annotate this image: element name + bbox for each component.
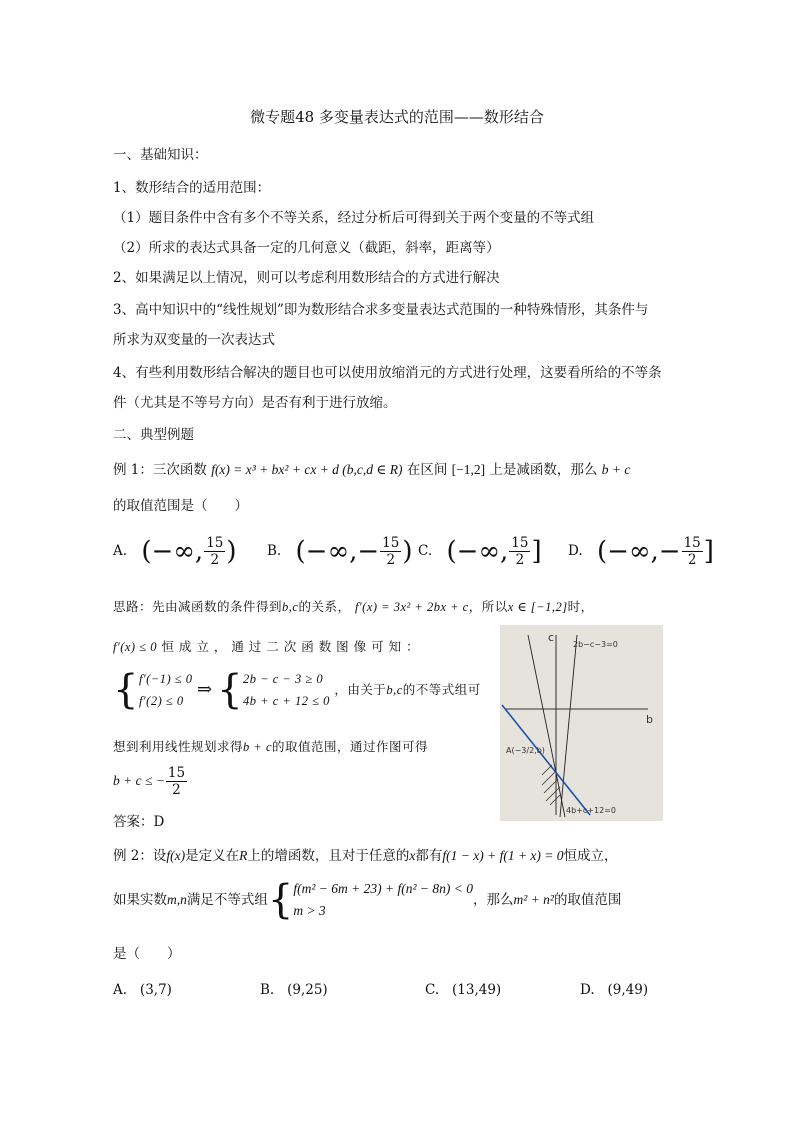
interval: [−1,2] [451,462,486,477]
solution-idea-line-1: 思路：先由减函数的条件得到b,c的关系， f′(x) = 3x² + 2bx + c，所以x ∈ [−1,2]时， [113,599,594,614]
basic-item-4: 2、如果满足以上情况，则可以考虑利用数形结合的方式进行解决 [113,270,500,286]
section-heading-basic: 一、基础知识： [113,147,208,163]
basic-item-6: 所求为双变量的一次表达式 [113,332,275,348]
option-d: D. (−∞,− $\frac{15}{2}$ ] [568,535,714,568]
answer-1: 答案：D [113,814,165,830]
ex2-option-d: D. (9,49) [580,982,649,998]
option-b: B. (−∞,− $\frac{15}{2}$ ) [267,535,413,568]
line-1-label: 2b−c−3=0 [573,640,618,649]
basic-item-1: 1、数形结合的适用范围： [113,180,271,196]
left-brace-2: { [217,667,244,713]
basic-item-3: （2）所求的表达式具备一定的几何意义（截距，斜率，距离等） [113,240,500,256]
basic-item-2: （1）题目条件中含有多个不等关系，经过分析后可得到关于两个变量的不等式组 [113,210,595,226]
solution-idea-line-2: f′(x) ≤ 0 恒 成 立 ， 通 过 二 次 函 数 图 像 可 知 ： [113,639,420,654]
ex2-option-b: B. (9,25) [260,982,328,998]
example-2-question: 是（ ） [113,946,181,962]
page-title: 微专题48 多变量表达式的范围——数形结合 [250,108,544,126]
cubic-function: f(x) = x³ + bx² + cx + d (b,c,d ∈ R) [211,462,403,477]
c-axis-label: c [548,631,555,644]
basic-item-8: 件（尤其是不等号方向）是否有利于进行放缩。 [113,395,397,411]
example-2-statement: 例 2：设f(x)是定义在R上的增函数，且对于任意的x都有f(1 − x) + f(1 + x) = 0恒成立， [113,848,618,864]
solution-result: b + c ≤ − $\frac{15}{2}$ [113,765,186,798]
point-a-label: A(−3/2,b) [506,746,545,755]
left-brace-3: { [267,877,294,923]
inequality-system: {f′(−1) ≤ 0 f′(2) ≤ 0 ⇒ {2b − c − 3 ≥ 0 4b + c + 12 ≤ 0 ，由关于b,c的不等式组可 [113,667,481,713]
basic-item-5: 3、高中知识中的“线性规划”即为数形结合求多变量表达式范围的一种特殊情形，其条件与 [113,302,649,318]
example-1-statement: 例 1：三次函数 f(x) = x³ + bx² + cx + d (b,c,d ∈ R) 在区间 [−1,2] 上是减函数，那么 b + c [113,462,631,478]
b-axis-label: b [646,713,653,726]
linear-programming-graph [500,625,663,821]
example-1-question: 的取值范围是（ ） [113,498,248,514]
handdrawn-graph-photo [500,625,663,821]
example-2-conditions: 如果实数m,n满足不等式组{f(m² − 6m + 23) + f(n² − 8n) < 0 m > 3，那么m² + n²的取值范围 [113,877,622,923]
left-brace: { [113,667,139,713]
target-expression: b + c [601,462,631,477]
ex2-option-c: C. (13,49) [425,982,502,998]
section-heading-examples: 二、典型例题 [113,427,194,443]
ex2-option-a: A. (3,7) [113,982,172,998]
line-2-label: 4b+c+12=0 [566,806,616,815]
solution-idea-line-4: 想到利用线性规划求得b + c的取值范围，通过作图可得 [113,739,429,754]
basic-item-7: 4、有些利用数形结合解决的题目也可以使用放缩消元的方式进行处理，这要看所给的不等条 [113,365,662,381]
implies-arrow: ⇒ [197,679,213,700]
option-a: A. (−∞, $\frac{15}{2}$ ) [113,535,237,568]
photo-background [500,625,663,821]
option-c: C. (−∞, $\frac{15}{2}$ ] [418,535,542,568]
